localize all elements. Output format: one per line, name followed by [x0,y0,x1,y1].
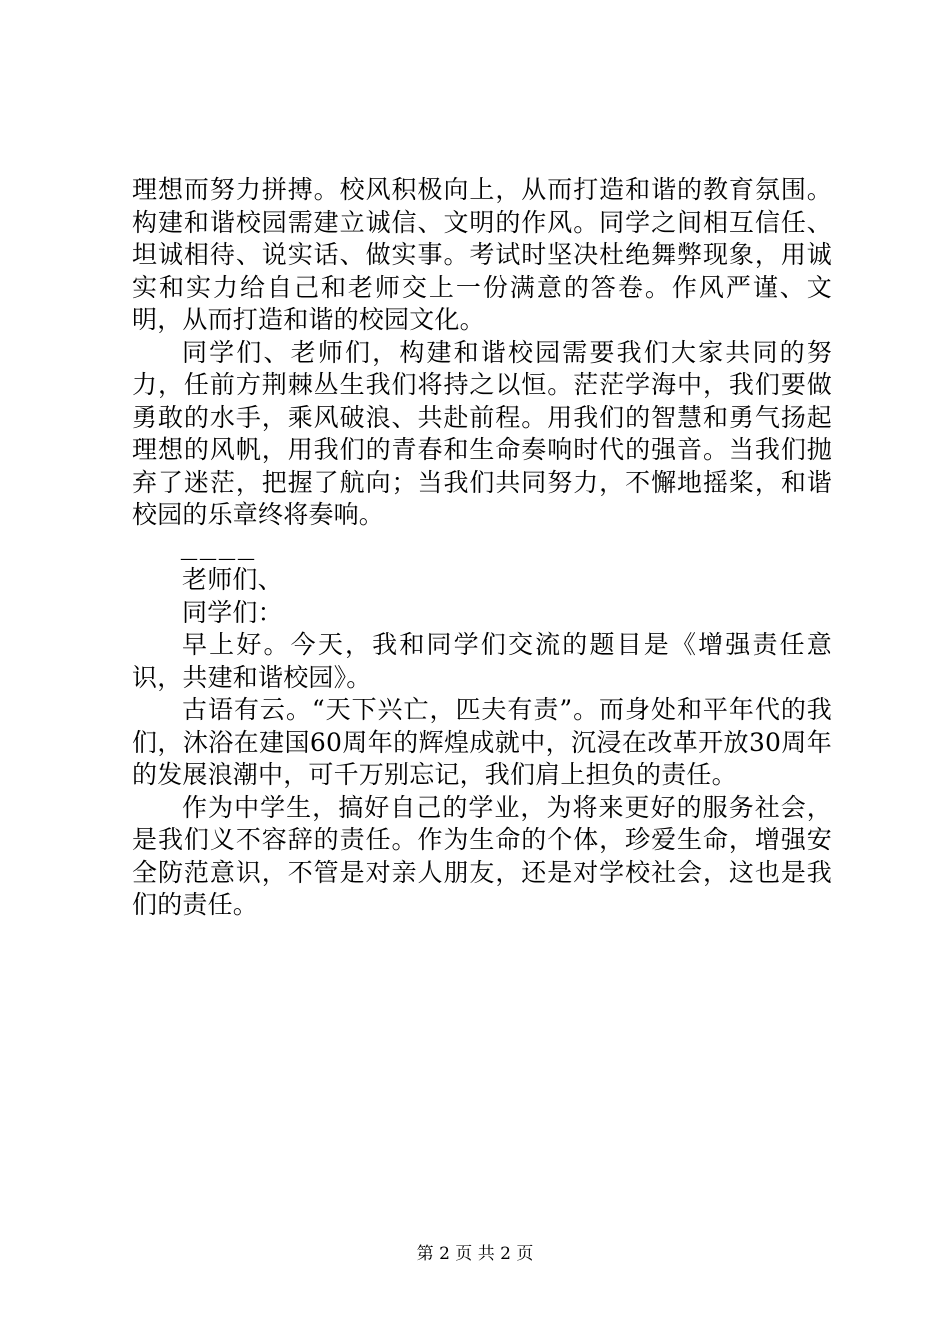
paragraph: 理想而努力拼搏。校风积极向上，从而打造和谐的教育氛围。构建和谐校园需建立诚信、文明的作风。同学之间相互信任、坦诚相待、说实话、做实事。考试时坚决杜绝舞弊现象，用诚实和实力给自己和老师交上一份满意的答卷。作风严谨、文明，从而打造和谐的校园文化。 [132,175,832,334]
separator-line: ———— [180,547,256,569]
document-body [132,174,832,922]
salutation-teachers: 老师们、 [182,565,283,594]
paragraph: 古语有云。“天下兴亡，匹夫有责”。而身处和平年代的我们，沐浴在建国60周年的辉煌成就中，沉浸在改革开放30周年的发展浪潮中，可千万别忘记，我们肩上担负的责任。 [132,695,832,789]
salutation-students: 同学们： [182,597,283,627]
page-number-footer: 第 2 页 共 2 页 [416,1244,534,1264]
paragraph: 作为中学生，搞好自己的学业，为将来更好的服务社会，是我们义不容辞的责任。作为生命的个体，珍爱生命，增强安全防范意识，不管是对亲人朋友，还是对学校社会，这也是我们的责任。 [132,792,832,919]
paragraph: 同学们、老师们，构建和谐校园需要我们大家共同的努力，任前方荆棘丛生我们将持之以恒。茫茫学海中，我们要做勇敢的水手，乘风破浪、共赴前程。用我们的智慧和勇气扬起理想的风帆，用我们的青春和生命奏响时代的强音。当我们抛弃了迷茫，把握了航向；当我们共同努力，不懈地摇桨，和谐校园的乐章终将奏响。 [132,337,832,529]
paragraph: 早上好。今天，我和同学们交流的题目是《增强责任意识，共建和谐校园》。 [132,630,832,692]
separator [132,532,832,569]
